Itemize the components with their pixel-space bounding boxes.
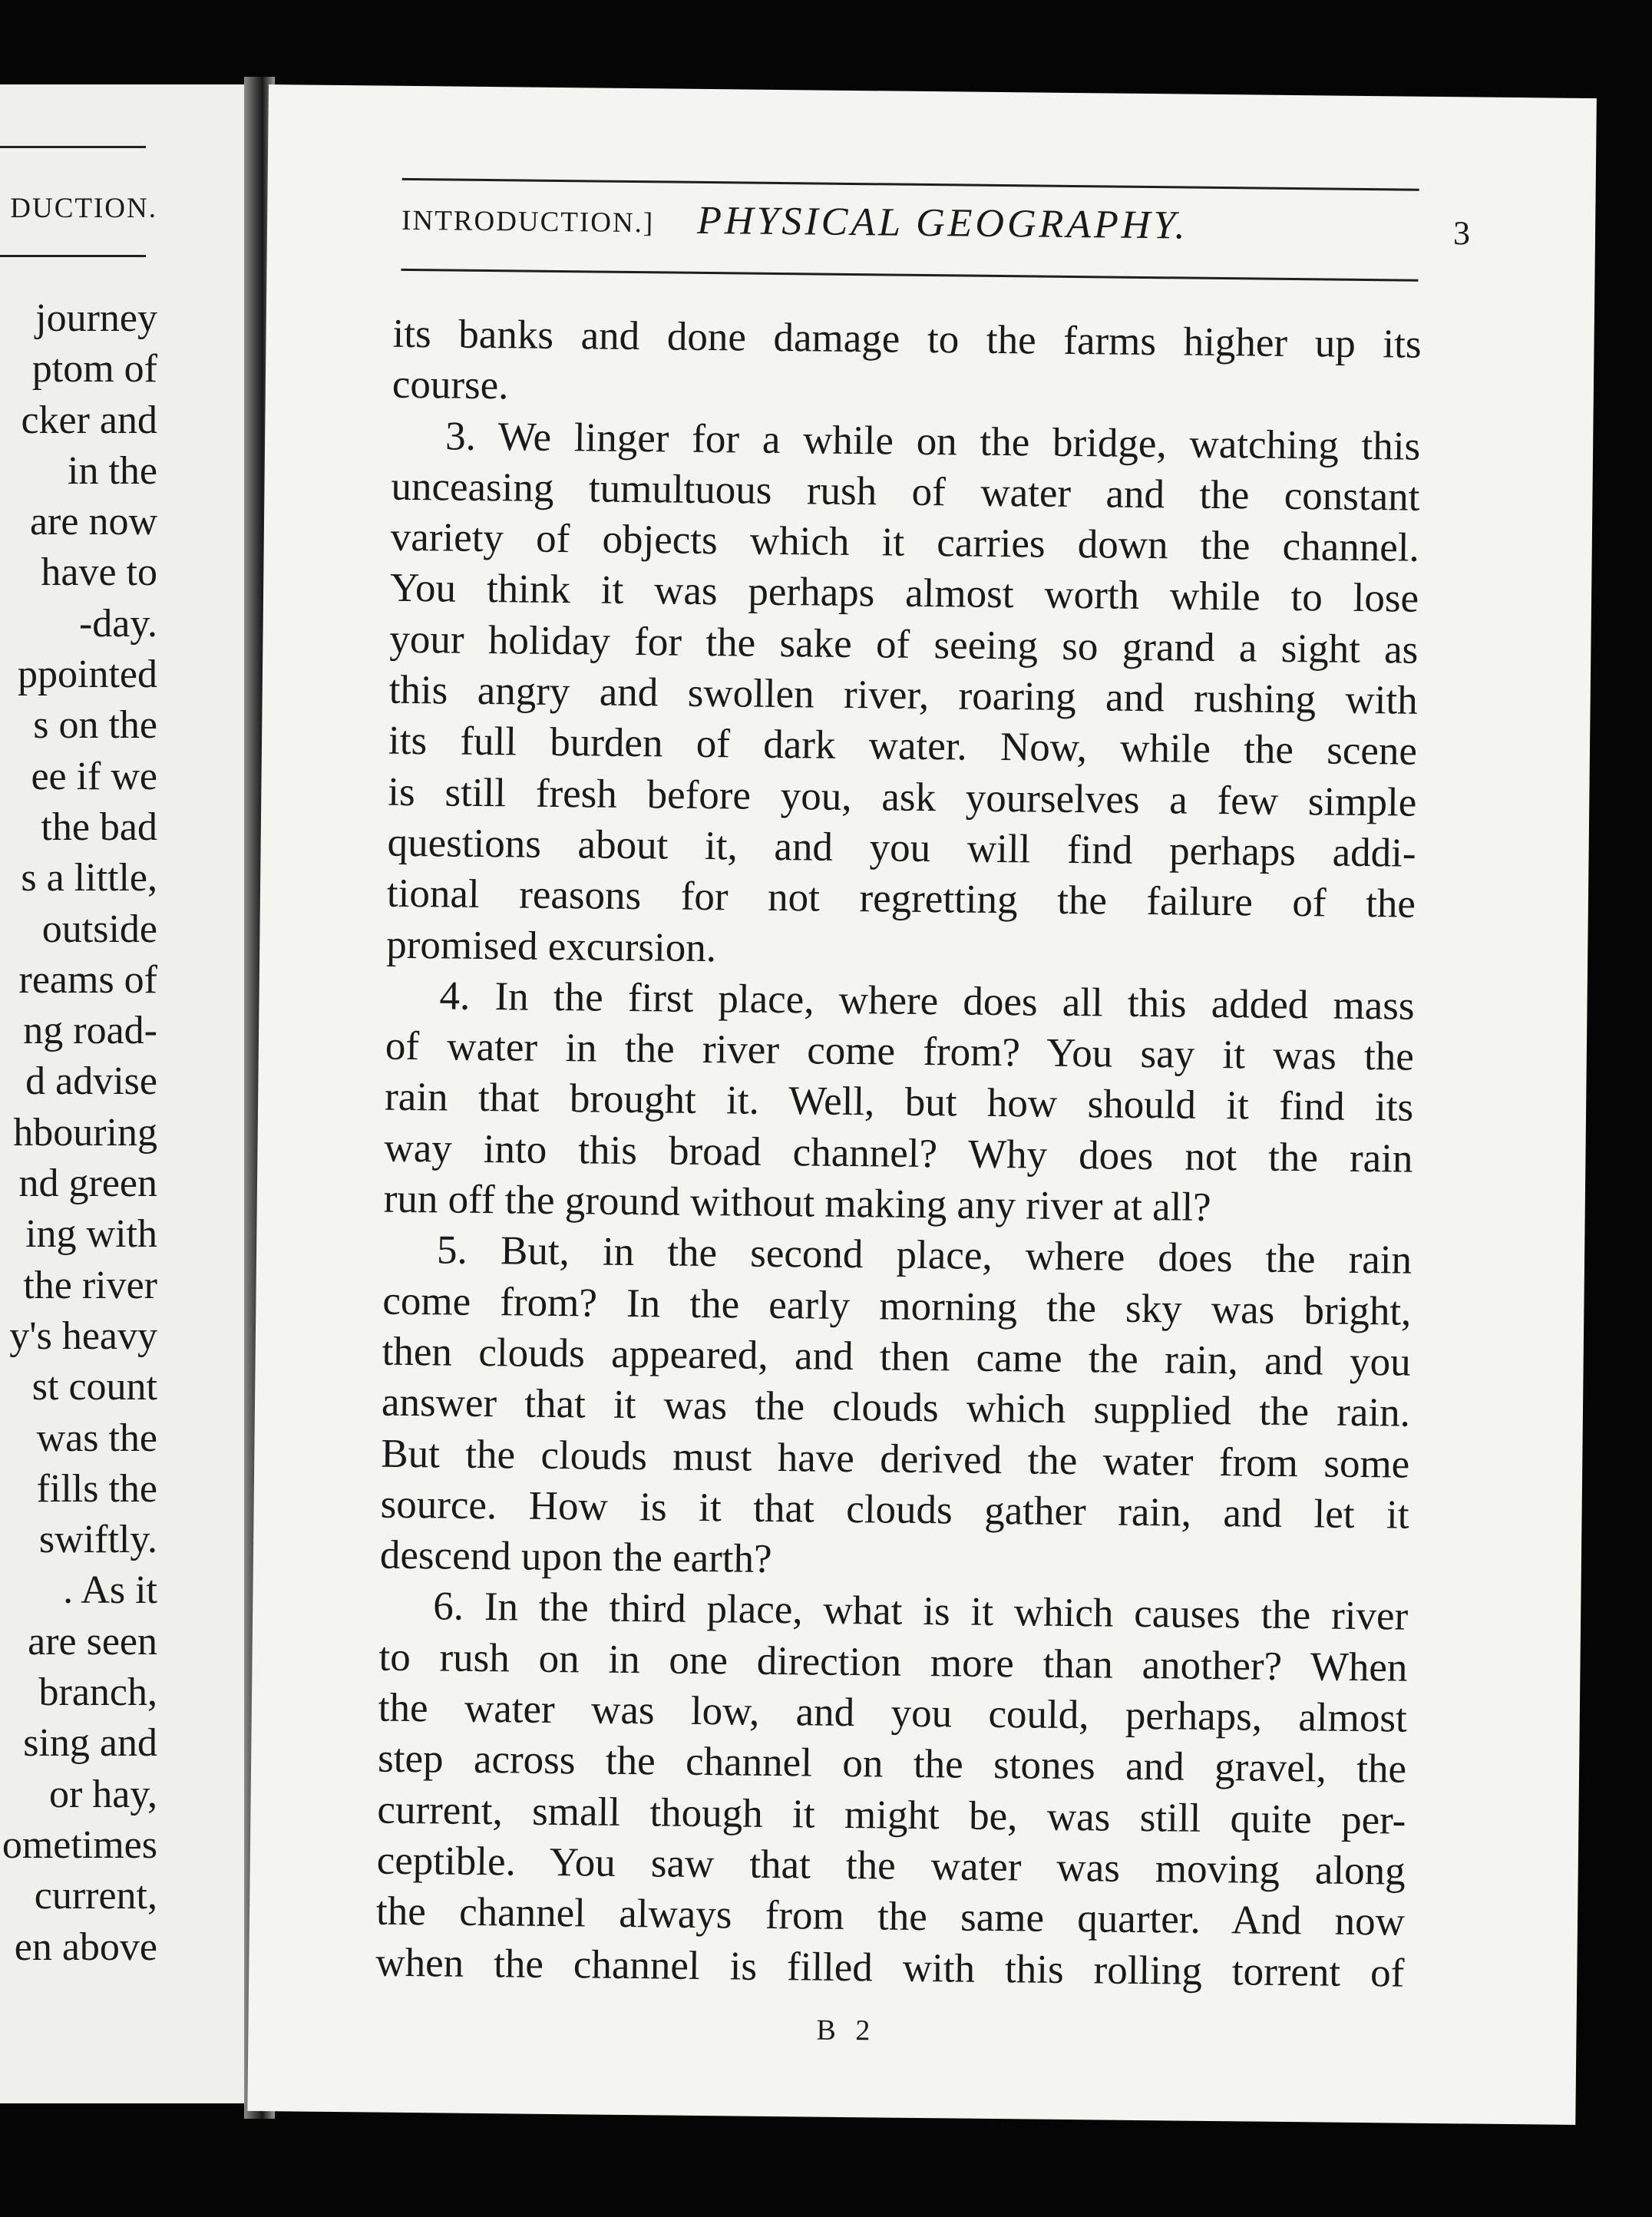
left-running-head: DUCTION. <box>10 193 157 224</box>
left-text-line: in the <box>68 448 157 493</box>
left-header-rule <box>0 255 146 257</box>
left-text-line: the river <box>23 1263 157 1307</box>
left-text-line: swiftly. <box>38 1518 157 1562</box>
previous-page-fragment <box>0 84 253 2103</box>
top-rule <box>402 178 1419 191</box>
left-text-line: fills the <box>36 1466 157 1511</box>
left-text-line: d advise <box>25 1059 157 1104</box>
text-line: its banks and done damage to the farms higher up its <box>392 311 1422 367</box>
left-text-line: st count <box>31 1365 157 1409</box>
text-line: unceasing tumultuous rush of water and the constant <box>391 464 1420 520</box>
left-text-line: or hay, <box>48 1772 157 1816</box>
text-line: rain that brought it. Well, but how should it find its <box>384 1075 1414 1131</box>
left-text-line: have to <box>41 550 157 595</box>
left-text-line: s on the <box>33 703 157 748</box>
left-text-line: nd green <box>18 1161 157 1206</box>
text-line: answer that it was the clouds which supplied the rain. <box>381 1379 1411 1436</box>
text-line: 5. But, in the second place, where does the rain <box>436 1227 1412 1284</box>
text-line: the channel always from the same quarter. And now <box>375 1888 1406 1944</box>
left-text-line: cker and <box>21 398 157 442</box>
left-text-line: the bad <box>41 805 157 849</box>
text-line: descend upon the earth? <box>379 1532 772 1582</box>
left-text-line: outside <box>41 907 157 951</box>
text-line: its full burden of dark water. Now, while the scene <box>388 719 1418 775</box>
text-line: questions about it, and you will find perhaps addi- <box>387 820 1416 876</box>
left-text-line: are now <box>29 500 157 544</box>
left-text-line: ppointed <box>18 653 157 697</box>
text-line: this angry and swollen river, roaring and rushing with <box>388 667 1418 723</box>
text-line: promised excursion. <box>385 922 717 970</box>
left-text-line: ptom of <box>31 347 157 392</box>
left-text-line: sing and <box>23 1721 157 1766</box>
left-text-line: reams of <box>18 957 157 1002</box>
running-head-title: PHYSICAL GEOGRAPHY. <box>696 198 1188 248</box>
left-text-line: branch, <box>38 1670 157 1715</box>
left-text-line: hbouring <box>13 1110 157 1155</box>
text-line: come from? In the early morning the sky was bright, <box>382 1278 1412 1334</box>
signature-mark: B 2 <box>816 2014 877 2047</box>
left-text-line: s a little, <box>21 856 157 900</box>
text-line: course. <box>392 362 509 408</box>
left-text-line: was the <box>36 1416 157 1460</box>
left-page-text <box>0 293 157 1973</box>
left-text-line: -day. <box>78 601 157 646</box>
text-line: current, small though it might be, was still quite per- <box>377 1787 1406 1843</box>
running-head <box>401 195 1477 253</box>
text-line: way into this broad channel? Why does not the rain <box>384 1125 1413 1181</box>
header-rule <box>401 269 1418 282</box>
page-number: 3 <box>1452 214 1471 253</box>
body-text <box>375 309 1422 1999</box>
text-line: variety of objects which it carries down the channel. <box>390 514 1420 570</box>
left-text-line: . As it <box>63 1568 157 1613</box>
left-text-line: are seen <box>28 1619 157 1664</box>
text-line: to rush on in one direction more than another? When <box>378 1634 1408 1690</box>
text-line: the water was low, and you could, perhaps, almost <box>378 1685 1408 1741</box>
text-line: You think it was perhaps almost worth while to lose <box>389 566 1419 622</box>
text-line: of water in the river come from? You say it was the <box>385 1023 1415 1079</box>
left-text-line: ometimes <box>2 1822 157 1867</box>
running-head-section: INTRODUCTION.] <box>401 204 655 240</box>
text-line: step across the channel on the stones and gravel, the <box>377 1736 1407 1792</box>
left-text-line: en above <box>14 1925 157 1969</box>
text-line: But the clouds must have derived the water from some <box>381 1431 1410 1487</box>
text-line: run off the ground without making any river at all? <box>383 1176 1211 1230</box>
left-text-line: ee if we <box>31 754 157 798</box>
left-text-line: journey <box>35 296 157 340</box>
text-line: 6. In the third place, what is it which causes the river <box>432 1584 1409 1640</box>
text-line: 3. We linger for a while on the bridge, watching this <box>444 414 1421 469</box>
left-top-rule <box>0 146 146 148</box>
left-text-line: current, <box>34 1874 157 1918</box>
text-line: when the channel is filled with this rolling torrent of <box>375 1940 1405 1996</box>
book-page <box>247 84 1597 2125</box>
left-text-line: ng road- <box>23 1009 157 1053</box>
left-text-line: ing with <box>25 1212 157 1257</box>
text-line: 4. In the first place, where does all this added mass <box>439 973 1415 1029</box>
left-text-line: y's heavy <box>9 1313 157 1358</box>
text-line: is still fresh before you, ask yourselves a few simple <box>388 769 1417 825</box>
text-line: your holiday for the sake of seeing so grand a sight as <box>389 616 1419 672</box>
text-line: tional reasons for not regretting the failure of the <box>386 871 1416 927</box>
text-line: source. How is it that clouds gather rain, and let it <box>380 1482 1409 1538</box>
text-line: ceptible. You saw that the water was moving along <box>376 1838 1406 1894</box>
text-line: then clouds appeared, and then came the rain, and you <box>382 1329 1411 1385</box>
